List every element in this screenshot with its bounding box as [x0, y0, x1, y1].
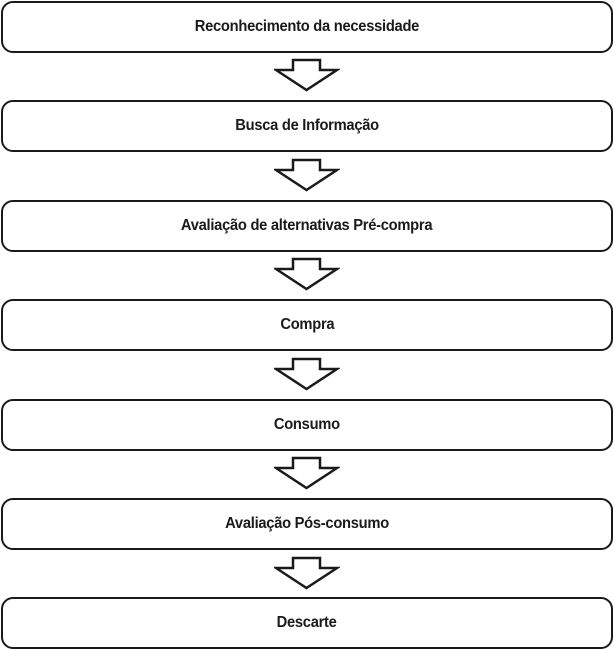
- step-label: Descarte: [276, 614, 337, 631]
- step-label: Compra: [280, 316, 334, 333]
- down-arrow-icon: [274, 556, 340, 590]
- down-arrow-icon: [274, 158, 340, 192]
- down-arrow-icon: [274, 357, 340, 391]
- step-box-5: [1, 399, 613, 451]
- down-arrow-icon: [274, 257, 340, 291]
- step-label: Consumo: [274, 416, 340, 433]
- step-box-1: [1, 1, 613, 53]
- step-label: Avaliação Pós-consumo: [225, 515, 389, 532]
- step-label: Reconhecimento da necessidade: [194, 18, 420, 35]
- down-arrow-icon: [274, 456, 340, 490]
- down-arrow-icon: [274, 58, 340, 92]
- step-box-2: [1, 100, 613, 152]
- step-box-7: [1, 597, 613, 649]
- step-box-4: [1, 299, 613, 351]
- step-box-6: [1, 498, 613, 550]
- step-label: Avaliação de alternativas Pré-compra: [181, 217, 433, 234]
- step-box-3: [1, 200, 613, 252]
- step-label: Busca de Informação: [235, 117, 379, 134]
